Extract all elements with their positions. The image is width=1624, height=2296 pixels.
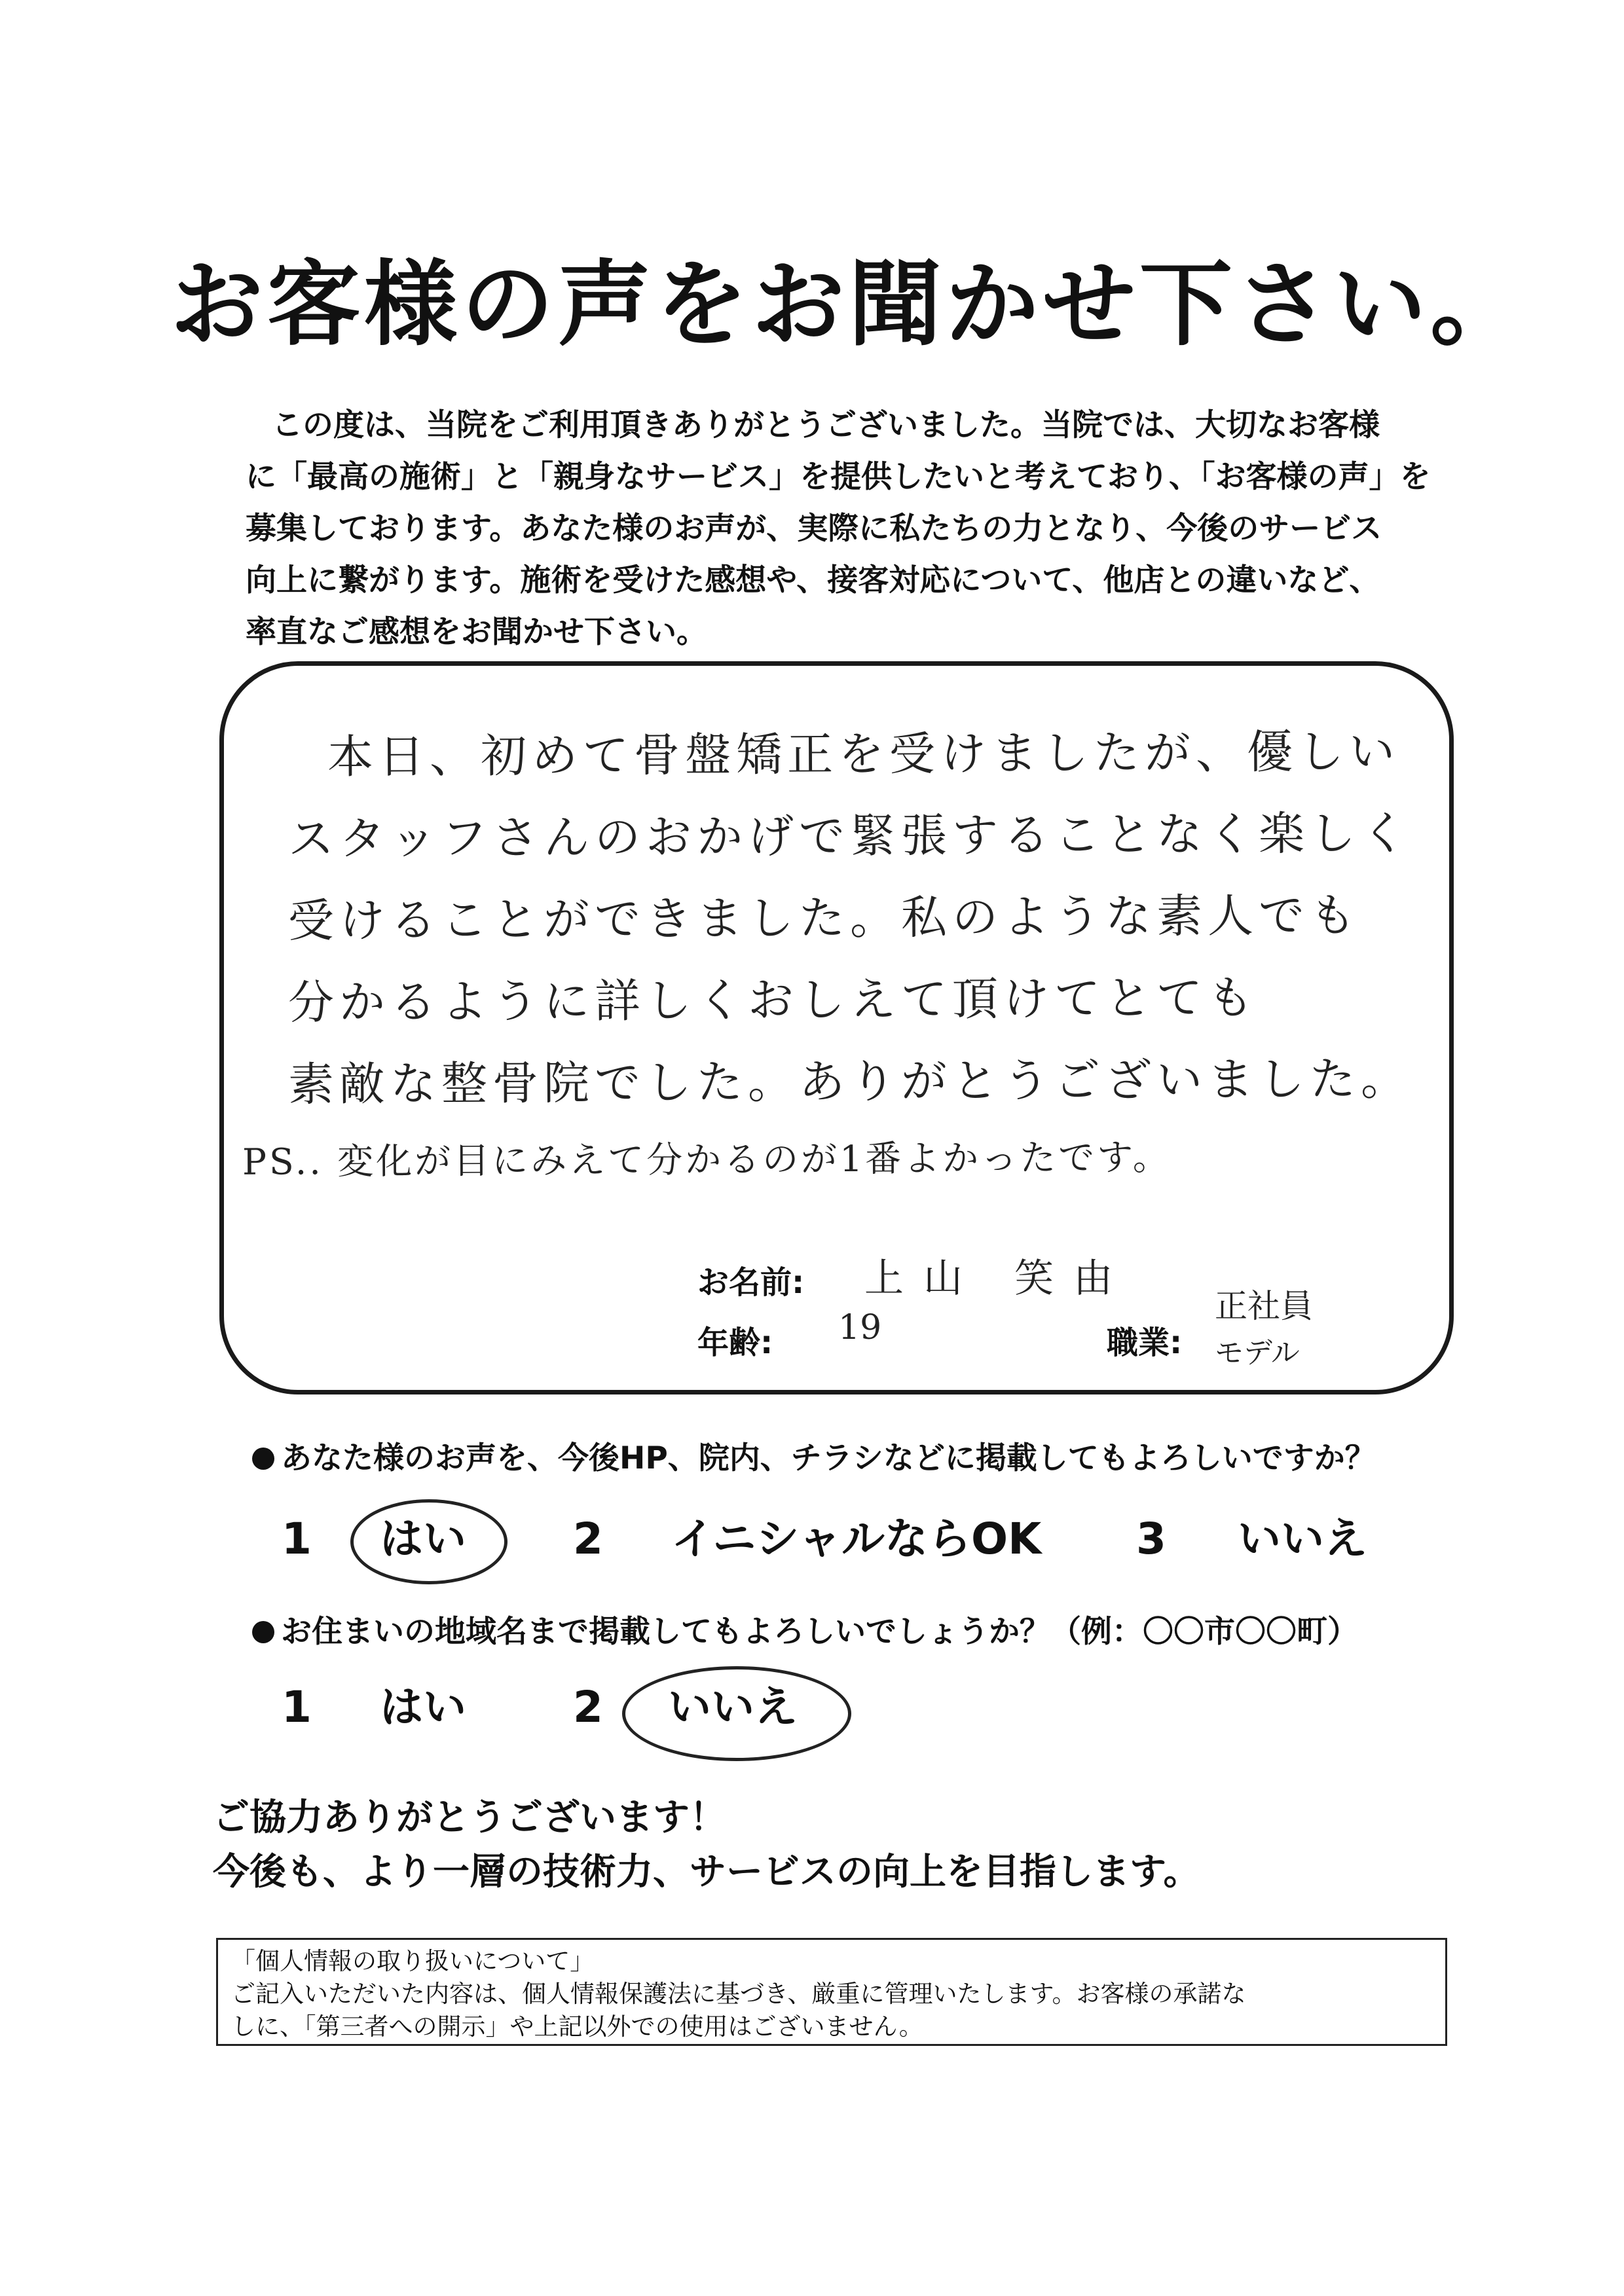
intro-line: 率直なご感想をお聞かせ下さい。	[246, 614, 707, 650]
question-2-text: お住まいの地域名まで掲載してもよろしいでしょうか？（例：〇〇市〇〇町）	[281, 1614, 1358, 1650]
age-label: 年齢:	[697, 1324, 773, 1361]
intro-line: に「最高の施術」と「親身なサービス」を提供したいと考えており、「お客様の声」を	[246, 459, 1431, 495]
thanks-line: ご協力ありがとうございます！	[213, 1796, 726, 1839]
privacy-line: ご記入いただいた内容は、個人情報保護法に基づき、厳重に管理いたします。お客様の承諾な	[231, 1980, 1246, 2008]
intro-line: 向上に繋がります。施術を受けた感想や、接客対応について、他店との違いなど、	[246, 562, 1380, 598]
comment-line: 分かるように詳しくおしえて頂けてとても	[287, 970, 1259, 1030]
page-title: お客様の声をお聞かせ下さい。	[170, 251, 1527, 359]
q1-option-initial[interactable]: イニシャルならOK	[671, 1514, 1042, 1564]
comment-line: 受けることができました。私のような素人でも	[287, 888, 1361, 948]
comment-line: スタッフさんのおかげで緊張することなく楽しく	[287, 806, 1412, 866]
question-2	[252, 1607, 1358, 1651]
q1-option-2-number: 2	[573, 1514, 603, 1564]
comment-postscript: PS.. 変化が目にみえて分かるのが1番よかったです。	[242, 1136, 1172, 1183]
q1-option-yes[interactable]: はい	[380, 1514, 466, 1564]
privacy-line: 「個人情報の取り扱いについて」	[231, 1947, 595, 1975]
handwritten-comment	[242, 714, 1428, 1195]
thanks-message	[213, 1791, 1392, 1899]
job-value: 正社員	[1215, 1287, 1313, 1325]
job-label: 職業:	[1107, 1324, 1183, 1361]
question-1-text: あなた様のお声を、今後HP、院内、チラシなどに掲載してもよろしいですか？	[281, 1440, 1376, 1476]
thanks-line: 今後も、より一層の技術力、サービスの向上を目指します。	[213, 1851, 1200, 1893]
q1-option-1-number: 1	[282, 1514, 312, 1564]
comment-line: 素敵な整骨院でした。ありがとうございました。	[287, 1051, 1412, 1112]
q1-option-no[interactable]: いいえ	[1238, 1514, 1367, 1564]
age-value: 19	[838, 1308, 882, 1347]
comment-line: 本日、初めて骨盤矯正を受けましたが、優しい	[327, 724, 1401, 784]
q1-option-3-number: 3	[1136, 1514, 1166, 1564]
question-1	[252, 1434, 1376, 1478]
job-value-2: モデル	[1215, 1336, 1300, 1370]
q2-option-1-number: 1	[282, 1682, 312, 1732]
privacy-notice	[216, 1938, 1447, 2046]
name-value: 上山 笑由	[864, 1256, 1133, 1302]
name-label: お名前:	[697, 1264, 805, 1301]
intro-line: この度は、当院をご利用頂きありがとうございました。当院では、大切なお客様	[272, 407, 1380, 443]
privacy-line: しに、「第三者への開示」や上記以外での使用はございません。	[231, 2013, 923, 2041]
q2-option-no[interactable]: いいえ	[668, 1682, 798, 1732]
q2-option-yes[interactable]: はい	[380, 1682, 466, 1732]
bullet-icon	[252, 1448, 274, 1470]
intro-line: 募集しております。あなた様のお声が、実際に私たちの力となり、今後のサービス	[246, 511, 1382, 547]
intro-text	[246, 399, 1437, 658]
q2-option-2-number: 2	[573, 1682, 603, 1732]
bullet-icon	[252, 1621, 274, 1643]
